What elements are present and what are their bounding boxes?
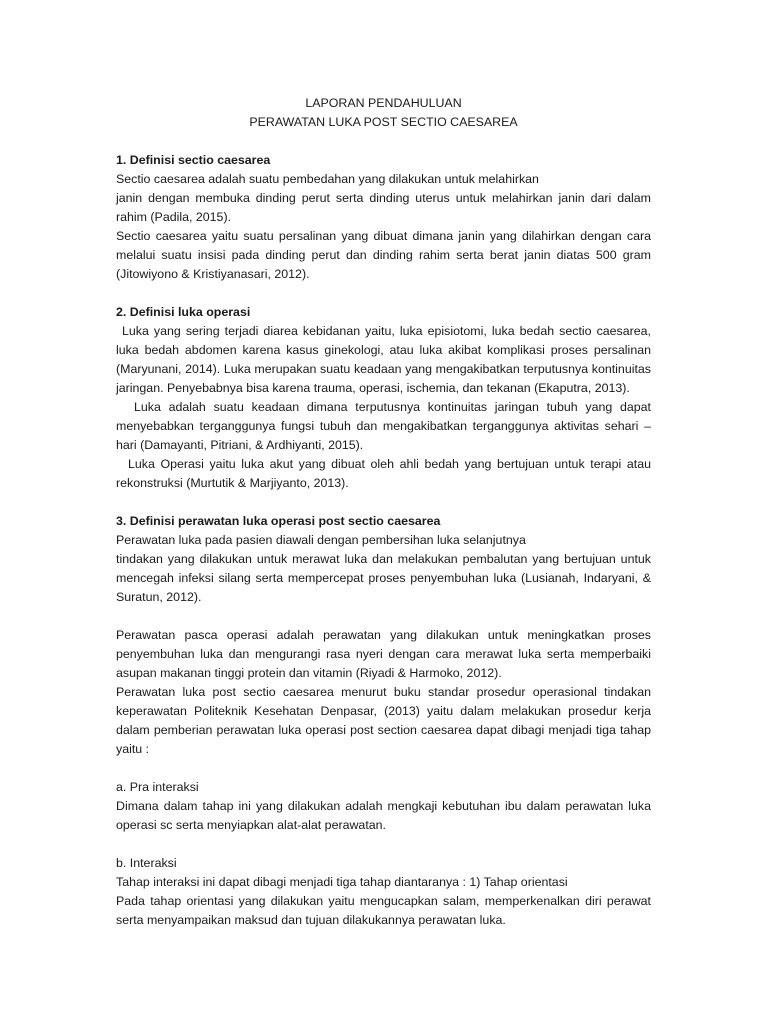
section-1-paragraph: Sectio caesarea adalah suatu pembedahan yang dilakukan untuk melahirkan — [116, 172, 539, 186]
section-1-paragraph: Sectio caesarea yaitu suatu persalinan yang dibuat dimana janin yang dilahirkan dengan cara melalui suatu insisi pada dinding perut dan dinding rahim serta berat janin diatas 500 gram (Jitowiyono & Kristiyanasari, 2012). — [116, 229, 651, 281]
section-3-paragraph: Perawatan pasca operasi adalah perawatan yang dilakukan untuk meningkatkan proses penyembuhan luka dan mengurangi rasa nyeri dengan cara merawat luka serta memperbaiki asupan makanan tinggi protein dan vitamin (Riyadi & Harmoko, 2012). — [116, 628, 651, 680]
subsection-b-heading: b. Interaksi — [116, 856, 177, 870]
subsection-b-paragraph: Pada tahap orientasi yang dilakukan yaitu mengucapkan salam, memperkenalkan diri perawat serta menyampaikan maksud dan tujuan dilakukannya perawatan luka. — [116, 894, 651, 927]
section-1-paragraph: janin dengan membuka dinding perut serta dinding uterus untuk melahirkan janin dari dalam rahim (Padila, 2015). — [116, 191, 651, 224]
section-2-heading: 2. Definisi luka operasi — [116, 305, 251, 319]
section-2-paragraph: Luka Operasi yaitu luka akut yang dibuat oleh ahli bedah yang bertujuan untuk terapi atau rekonstruksi (Murtutik & Marjiyanto, 2013). — [116, 457, 651, 490]
section-3-paragraph: Perawatan luka pada pasien diawali dengan pembersihan luka selanjutnya — [116, 533, 526, 547]
section-2-paragraph: Luka adalah suatu keadaan dimana terputusnya kontinuitas jaringan tubuh yang dapat menyebabkan terganggunya fungsi tubuh dan mengakibatkan terganggunya aktivitas sehari – hari (Damayanti, Pitriani, & Ardhiyanti, 2015). — [116, 400, 651, 452]
section-3-paragraph: tindakan yang dilakukan untuk merawat luka dan melakukan pembalutan yang bertujuan untuk mencegah infeksi silang serta mempercepat proses penyembuhan luka (Lusianah, Indaryani, & Suratun, 2012). — [116, 552, 651, 604]
section-2-paragraph: Luka yang sering terjadi diarea kebidanan yaitu, luka episiotomi, luka bedah sectio caesarea, luka bedah abdomen karena kasus ginekologi, atau luka akibat komplikasi proses persalinan (Maryunani, 2014). Luka merupakan suatu keadaan yang mengakibatkan terputusnya kontinuitas jaringan. Penyebabnya bisa karena trauma, operasi, ischemia, dan tekanan (Ekaputra, 2013). — [116, 324, 651, 395]
section-1-heading: 1. Definisi sectio caesarea — [116, 153, 271, 167]
document-title: LAPORAN PENDAHULUAN — [305, 96, 462, 110]
document-body — [116, 94, 651, 930]
section-3-paragraph: Perawatan luka post sectio caesarea menurut buku standar prosedur operasional tindakan keperawatan Politeknik Kesehatan Denpasar, (2013) yaitu dalam melakukan prosedur kerja dalam pemberian perawatan luka operasi post section caesarea dapat dibagi menjadi tiga tahap yaitu : — [116, 685, 651, 756]
subsection-a-heading: a. Pra interaksi — [116, 780, 199, 794]
section-3-heading: 3. Definisi perawatan luka operasi post sectio caesarea — [116, 514, 441, 528]
document-subtitle: PERAWATAN LUKA POST SECTIO CAESAREA — [249, 115, 518, 129]
subsection-b-paragraph: Tahap interaksi ini dapat dibagi menjadi tiga tahap diantaranya : 1) Tahap orientasi — [116, 875, 568, 889]
subsection-a-paragraph: Dimana dalam tahap ini yang dilakukan adalah mengkaji kebutuhan ibu dalam perawatan luka operasi sc serta menyiapkan alat-alat perawatan. — [116, 799, 651, 832]
